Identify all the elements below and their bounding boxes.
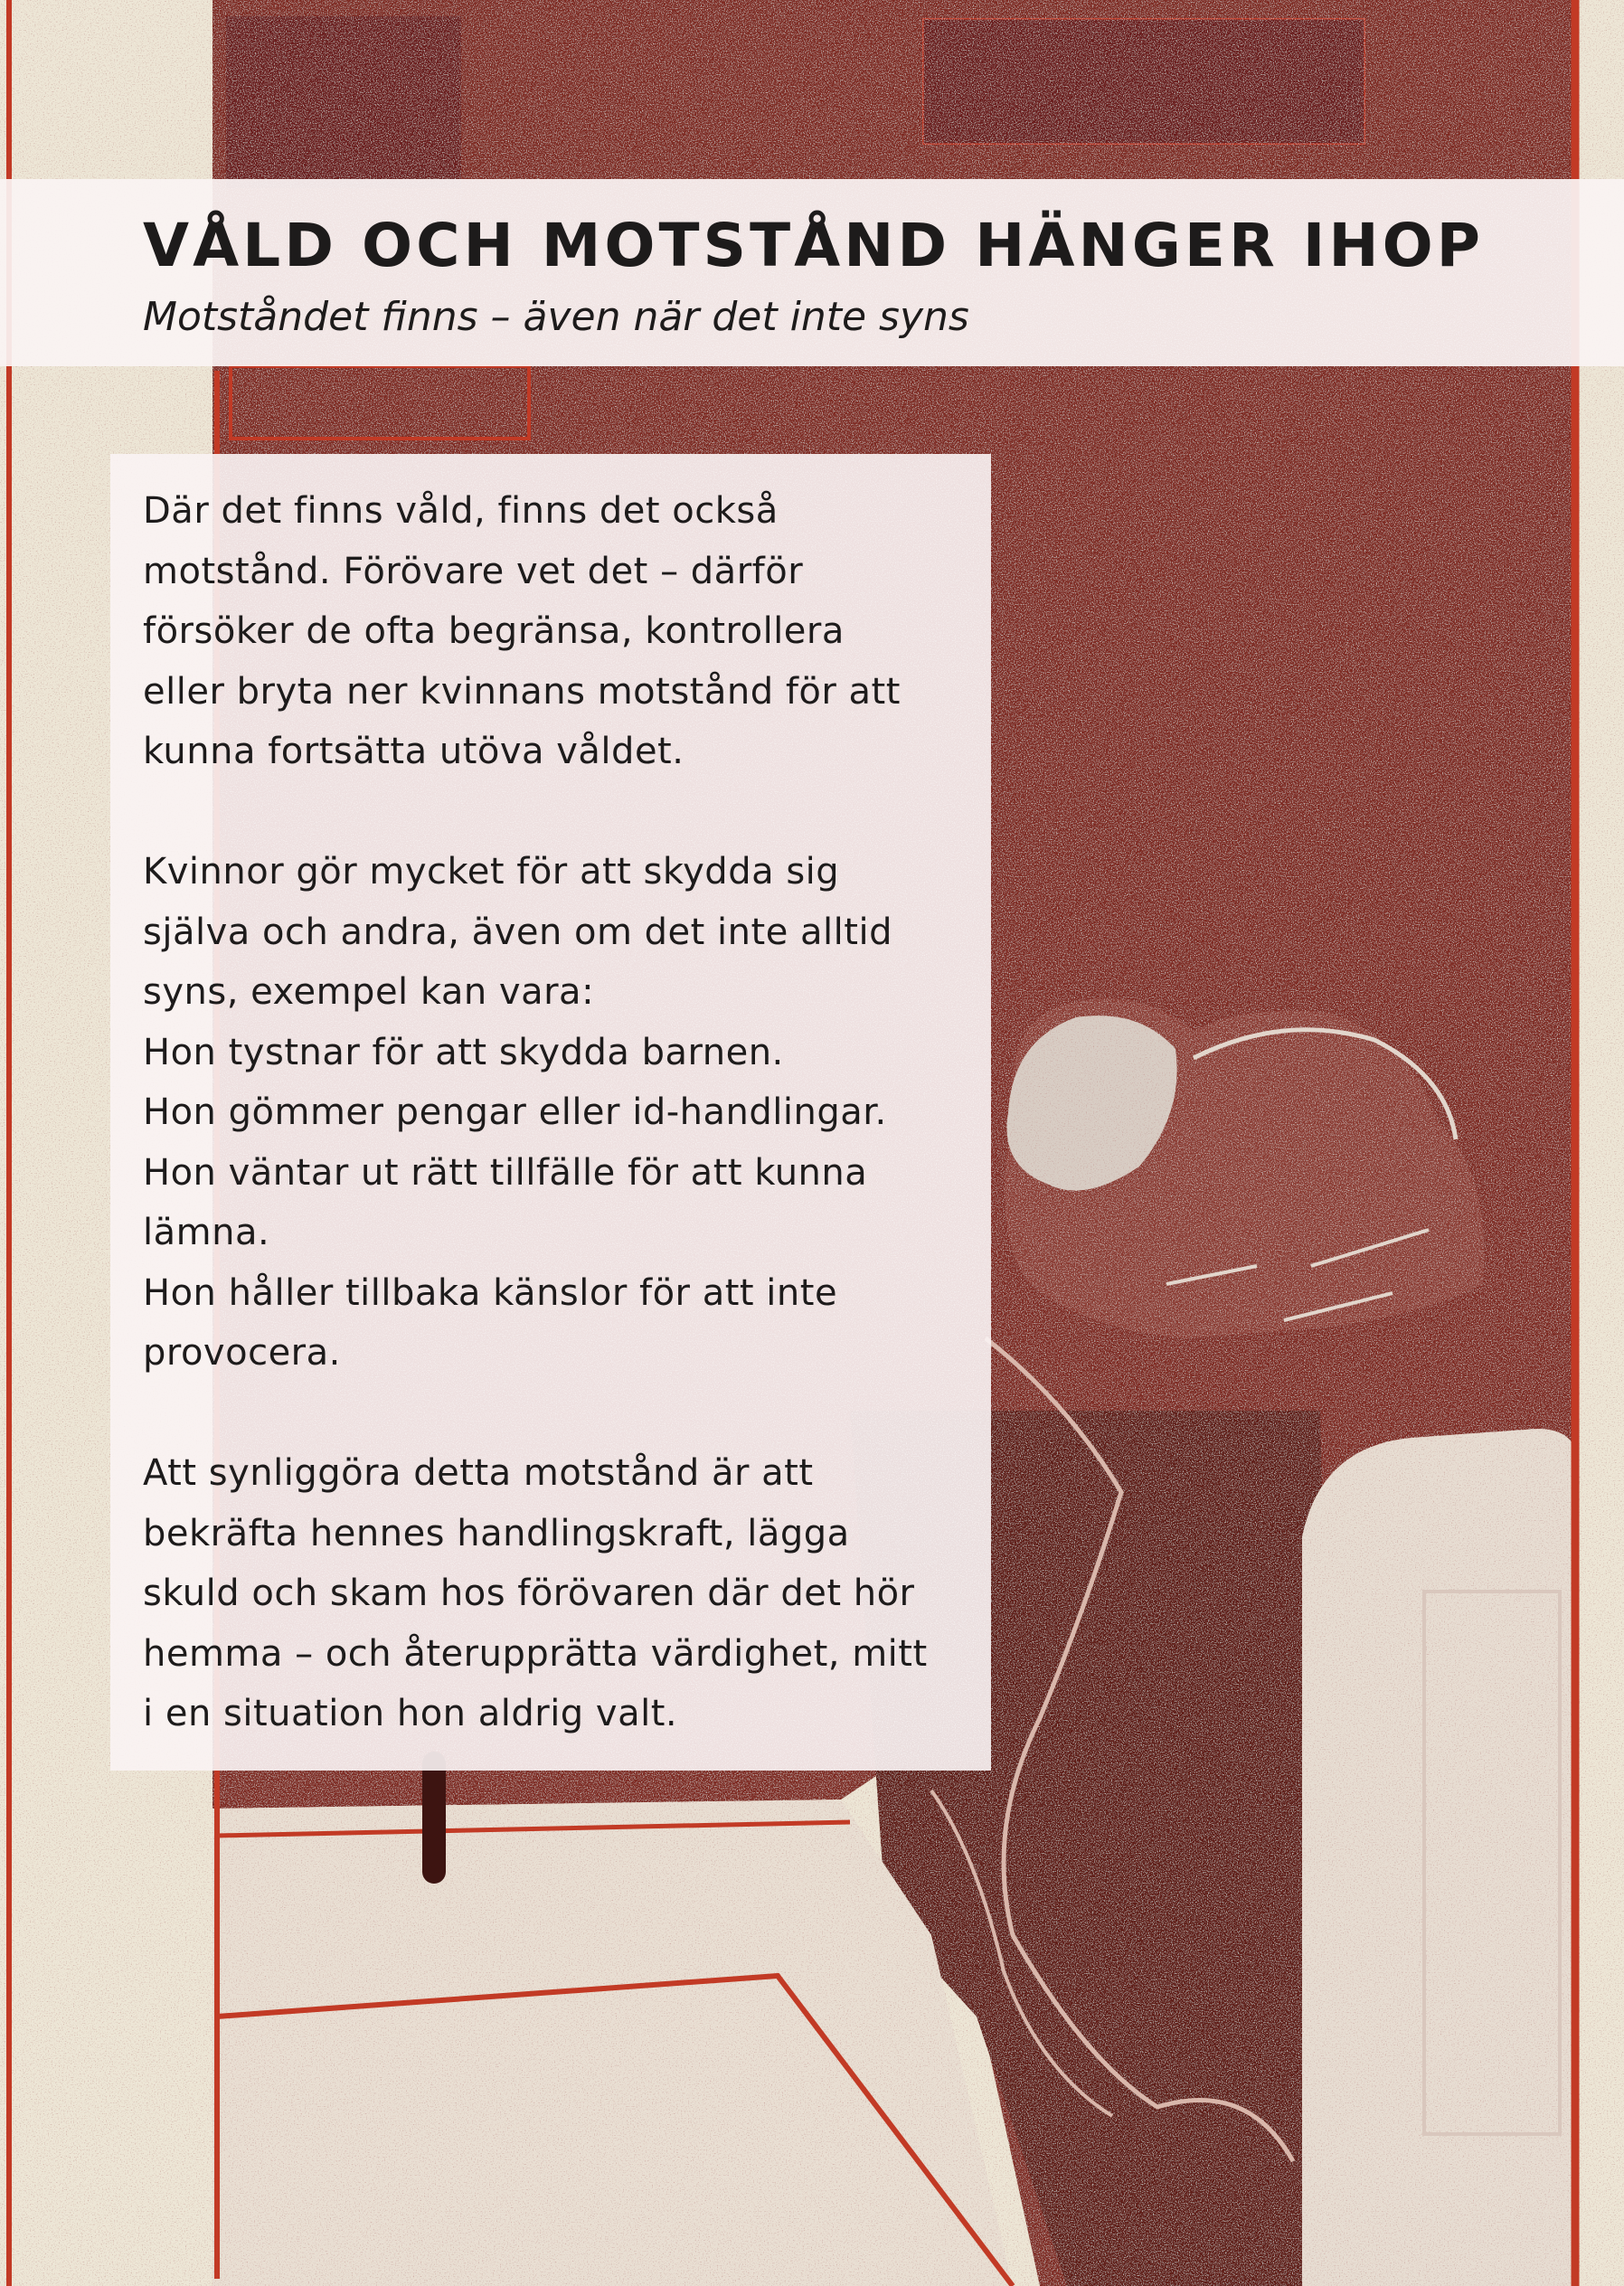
text-line: Att synliggöra detta motstånd är att: [143, 1452, 814, 1494]
text-line: själva och andra, även om det inte alltid: [143, 911, 892, 953]
paragraph: [143, 481, 975, 782]
text-line: Kvinnor gör mycket för att skydda sig: [143, 851, 840, 893]
text-line: kunna fortsätta utöva våldet.: [143, 731, 685, 772]
text-line: skuld och skam hos förövaren där det hör: [143, 1573, 915, 1614]
text-line: Hon väntar ut rätt tillfälle för att kunna: [143, 1151, 868, 1194]
text-line: Hon tystnar för att skydda barnen.: [143, 1031, 784, 1073]
paragraph: [143, 1443, 975, 1744]
text-line: provocera.: [143, 1332, 341, 1374]
text-line: motstånd. Förövare vet det – därför: [143, 550, 804, 592]
text-line: eller bryta ner kvinnans motstånd för att: [143, 670, 901, 713]
text-line: bekräfta hennes handlingskraft, lägga: [143, 1512, 850, 1554]
text-line: Hon gömmer pengar eller id-handlingar.: [143, 1091, 887, 1133]
body-text: [143, 481, 975, 1744]
paragraph: [143, 842, 975, 1384]
text-line: Där det finns våld, finns det också: [143, 490, 779, 532]
text-line: lämna.: [143, 1212, 270, 1253]
text-line: i en situation hon aldrig valt.: [143, 1693, 678, 1734]
page-subtitle: Motståndet finns – även när det inte syns: [143, 294, 969, 340]
text-line: hemma – och återupprätta värdighet, mitt: [143, 1632, 928, 1675]
page-title: VÅLD OCH MOTSTÅND HÄNGER IHOP: [143, 211, 1485, 280]
text-line: försöker de ofta begränsa, kontrollera: [143, 610, 845, 652]
text-line: syns, exempel kan vara:: [143, 971, 595, 1013]
text-line: Hon håller tillbaka känslor för att inte: [143, 1271, 838, 1314]
